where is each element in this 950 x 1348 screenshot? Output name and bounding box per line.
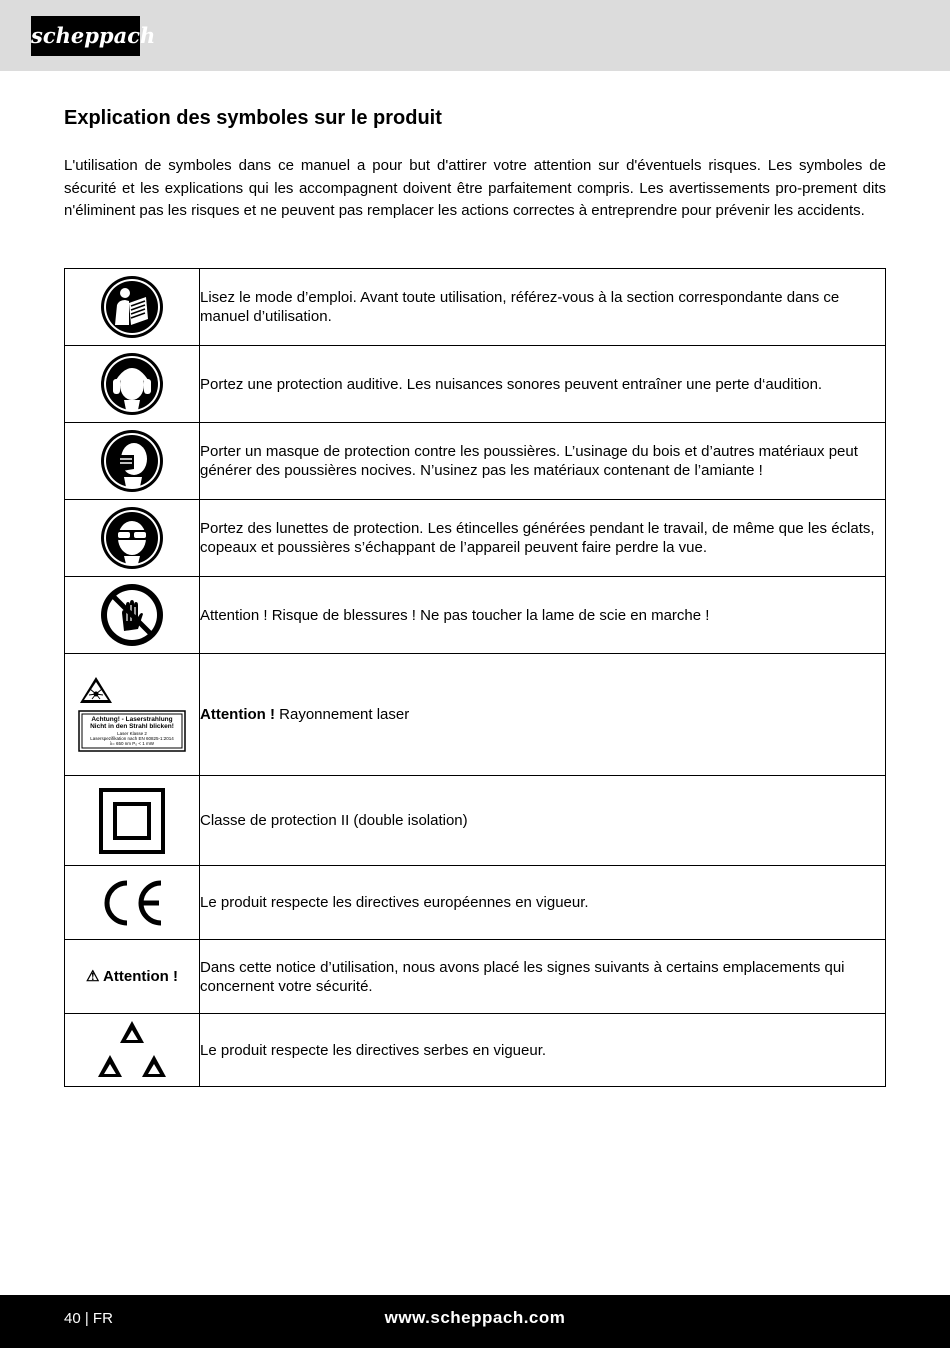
double-insulation-icon — [99, 788, 165, 854]
table-row — [65, 269, 886, 346]
symbol-cell — [65, 423, 200, 500]
laser-label-line-3: Laser Klasse 2 — [117, 730, 147, 736]
no-touch-hand-icon — [100, 583, 164, 647]
symbol-description: Lisez le mode d’emploi. Avant toute utilisation, référez-vous à la section correspondante dans ce manuel d’utilisation. — [200, 269, 886, 346]
page-number: 40 | FR — [64, 1310, 113, 1327]
table-row — [65, 654, 886, 776]
attention-bold: Attention ! — [200, 706, 275, 723]
symbol-description — [200, 654, 886, 776]
header-bar — [0, 0, 950, 71]
laser-label-line-2: Nicht in den Strahl blicken! — [90, 722, 174, 730]
dust-mask-icon — [100, 429, 164, 493]
symbol-description: Portez des lunettes de protection. Les étincelles générées pendant le travail, de même que les éclats, copeaux et poussières s’échappant de l’appareil peuvent faire perdre la vue. — [200, 500, 886, 577]
website-link[interactable]: www.scheppach.com — [384, 1308, 566, 1327]
scheppach-logo: scheppach — [31, 16, 140, 56]
symbol-description: Classe de protection II (double isolation) — [200, 776, 886, 866]
laser-label-line-1: Achtung! - Laserstrahlung — [91, 715, 173, 723]
symbol-cell — [65, 776, 200, 866]
ear-protection-icon — [100, 352, 164, 416]
intro-paragraph: L'utilisation de symboles dans ce manuel a pour but d'attirer votre attention sur d'éventuels risques. Les symboles de sécurité et les explications qui les accompagnent doivent être parfaitement compris. Les avertissements pro-prement dits n'éliminent pas les risques et ne peuvent pas remplacer les actions correctes à entreprendre pour prévenir les accidents. — [64, 157, 886, 220]
symbol-cell — [65, 500, 200, 577]
table-row — [65, 500, 886, 577]
section-title: Explication des symboles sur le produit — [64, 107, 442, 129]
serbian-conformity-icon — [96, 1019, 168, 1081]
table-row — [65, 1014, 886, 1087]
table-row — [65, 866, 886, 940]
symbol-description: Portez une protection auditive. Les nuisances sonores peuvent entraîner une perte d‘audition. — [200, 346, 886, 423]
table-row — [65, 940, 886, 1014]
symbol-cell — [65, 1014, 200, 1087]
symbol-description: Porter un masque de protection contre les poussières. L’usinage du bois et d’autres matériaux peut générer des poussières nocives. N’usinez pas les matériaux contenant de l’amiante ! — [200, 423, 886, 500]
ce-mark-icon — [99, 879, 165, 927]
safety-goggles-icon — [100, 506, 164, 570]
laser-label-line-4: Laserspezifikation nach EN 60825-1:2014 — [90, 735, 174, 741]
symbol-description: Le produit respecte les directives européennes en vigueur. — [200, 866, 886, 940]
laser-label-line-5: λ= 650 nm P₀ < 1 mW — [109, 740, 155, 746]
symbol-cell — [65, 346, 200, 423]
symbol-cell — [65, 269, 200, 346]
symbol-cell — [65, 940, 200, 1014]
symbol-description: Attention ! Risque de blessures ! Ne pas toucher la lame de scie en marche ! — [200, 577, 886, 654]
symbol-description: Le produit respecte les directives serbes en vigueur. — [200, 1014, 886, 1087]
attention-label: ⚠ Attention ! — [85, 968, 179, 985]
laser-warning-icon — [77, 675, 187, 755]
symbol-description: Dans cette notice d’utilisation, nous avons placé les signes suivants à certains emplacements qui concernent votre sécurité. — [200, 940, 886, 1014]
table-row — [65, 346, 886, 423]
symbol-cell — [65, 654, 200, 776]
table-row — [65, 423, 886, 500]
symbols-table — [64, 268, 886, 1087]
table-row — [65, 577, 886, 654]
read-manual-icon — [100, 275, 164, 339]
table-row — [65, 776, 886, 866]
laser-text: Rayonnement laser — [274, 706, 410, 723]
symbol-cell — [65, 866, 200, 940]
footer-bar — [0, 1295, 950, 1348]
symbol-cell — [65, 577, 200, 654]
